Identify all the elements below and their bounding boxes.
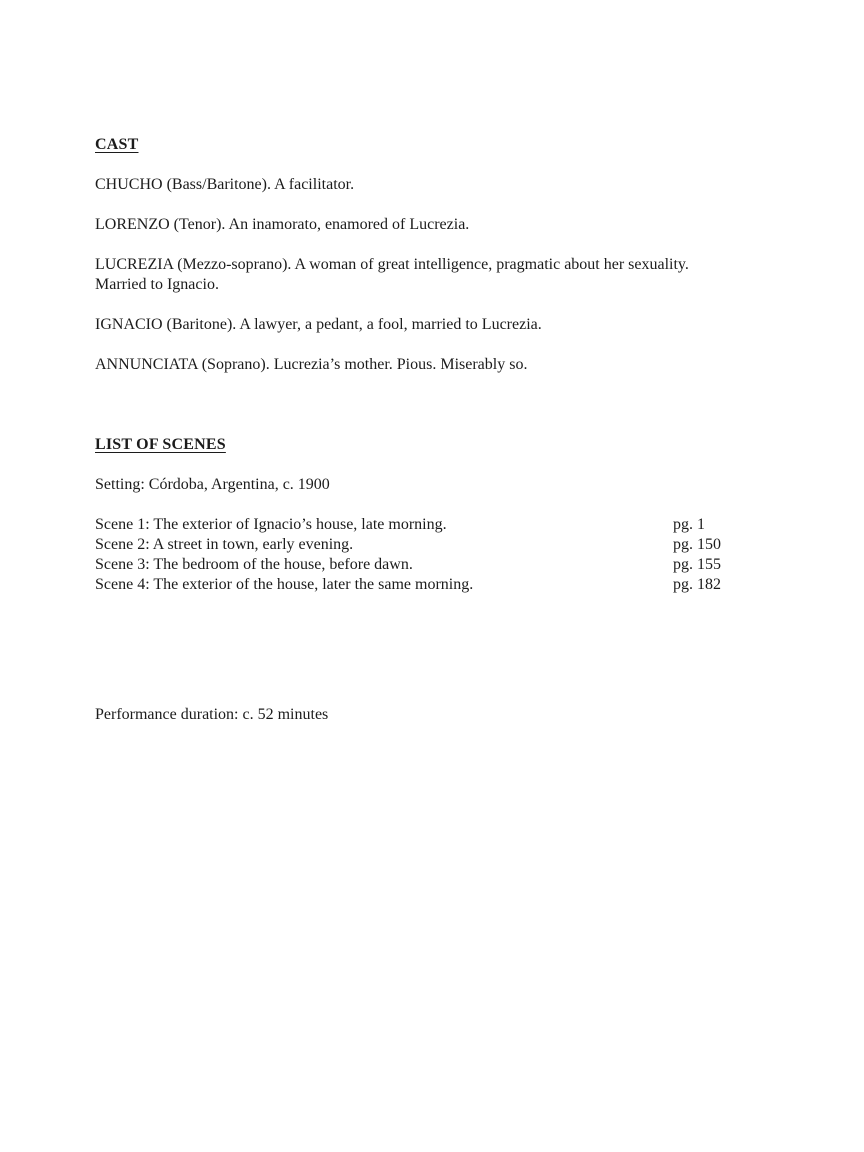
- cast-entry-annunciata: [95, 355, 754, 375]
- cast-entry-text: CHUCHO (Bass/Baritone). A facilitator.: [95, 176, 355, 193]
- scene-label: Scene 2: A street in town, early evening.: [95, 536, 354, 553]
- cast-entry-text-continued: Married to Ignacio.: [95, 276, 219, 293]
- cast-entry-text: ANNUNCIATA (Soprano). Lucrezia’s mother. Pious. Miserably so.: [95, 356, 528, 373]
- scene-label: Scene 3: The bedroom of the house, before dawn.: [95, 556, 413, 573]
- cast-entry-ignacio: [95, 315, 754, 335]
- cast-entry-lorenzo: [95, 215, 754, 235]
- scene-page-number: pg. 155: [673, 556, 721, 573]
- scene-label: Scene 1: The exterior of Ignacio’s house, late morning.: [95, 516, 447, 533]
- cast-section: [95, 135, 754, 375]
- cast-entry-text: LUCREZIA (Mezzo-soprano). A woman of great intelligence, pragmatic about her sexuality.: [95, 256, 689, 273]
- scene-page-number: pg. 150: [673, 536, 721, 553]
- scenes-heading: LIST OF SCENES: [95, 436, 226, 453]
- scene-page-number: pg. 182: [673, 576, 721, 593]
- performance-duration: Performance duration: c. 52 minutes: [95, 706, 329, 723]
- cast-entry-text: IGNACIO (Baritone). A lawyer, a pedant, a fool, married to Lucrezia.: [95, 316, 542, 333]
- scene-row-3: [95, 555, 754, 575]
- setting-line: Setting: Córdoba, Argentina, c. 1900: [95, 476, 330, 493]
- scene-label: Scene 4: The exterior of the house, later the same morning.: [95, 576, 474, 593]
- scene-row-2: [95, 535, 754, 555]
- scene-page-number: pg. 1: [673, 516, 705, 533]
- scenes-section: [95, 435, 754, 595]
- cast-entry-lucrezia: [95, 255, 754, 295]
- scene-row-1: [95, 515, 754, 535]
- cast-heading: CAST: [95, 136, 139, 153]
- scene-list: [95, 515, 754, 595]
- cast-entry-text: LORENZO (Tenor). An inamorato, enamored of Lucrezia.: [95, 216, 470, 233]
- cast-entry-chucho: [95, 175, 754, 195]
- scene-row-4: [95, 575, 754, 595]
